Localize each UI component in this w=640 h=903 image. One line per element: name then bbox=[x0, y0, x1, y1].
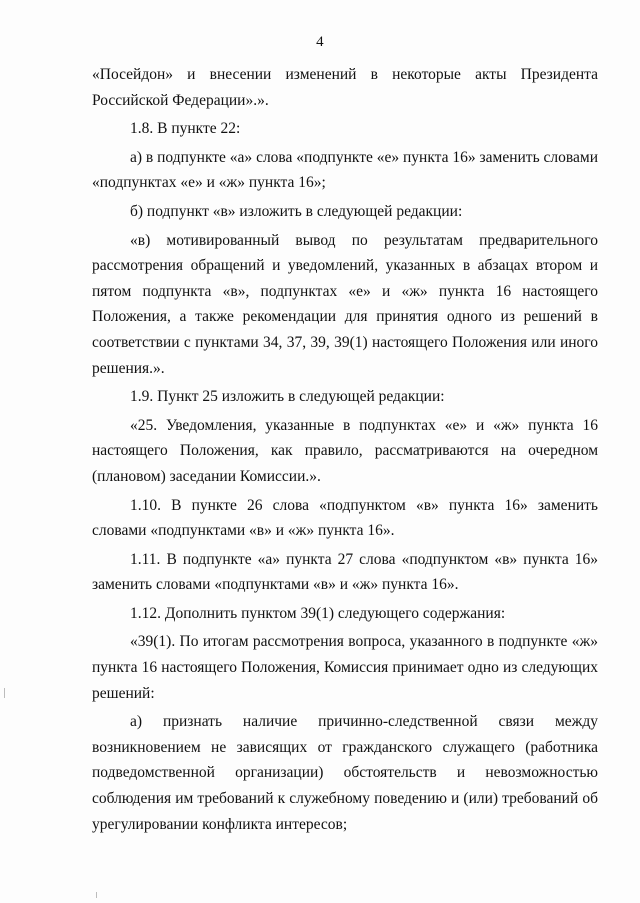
paragraph-1-8-a: а) в подпункте «а» слова «подпункте «е» пункта 16» заменить словами «подпунктах «е» и «ж» пункта 16»; bbox=[92, 148, 598, 192]
paragraph-new-item-25: «25. Уведомления, указанные в подпунктах «е» и «ж» пункта 16 настоящего Положения, как правило, рассматриваются на очередном (плановом) заседании Комиссии.». bbox=[92, 416, 598, 485]
paragraph-1-10: 1.10. В пункте 26 слова «подпунктом «в» пункта 16» заменить словами «подпунктами «в» и «ж» пункта 16». bbox=[92, 496, 598, 540]
paragraph-new-item-39-1: «39(1). По итогам рассмотрения вопроса, указанного в подпункте «ж» пункта 16 настоящего Положения, Комиссия принимает одно из следующих решений: bbox=[92, 633, 598, 702]
paragraph-1-12: 1.12. Дополнить пунктом 39(1) следующего содержания: bbox=[130, 604, 506, 622]
scan-edge-mark bbox=[4, 688, 5, 698]
paragraph-39-1-a: а) признать наличие причинно-следственной связи между возникновением не зависящих от гражданского служащего (работника подведомственной организации) обстоятельств и невозможностью соблюдения им требований к служебному поведению и (или) требований об урегулировании конфликта интересов; bbox=[92, 713, 598, 833]
scan-edge-mark bbox=[96, 892, 97, 898]
paragraph-continuation: «Посейдон» и внесении изменений в некоторые акты Президента Российской Федерации».». bbox=[92, 66, 598, 109]
document-body bbox=[92, 62, 598, 837]
paragraph-1-11: 1.11. В подпункте «а» пункта 27 слова «подпунктом «в» пункта 16» заменить словами «подпунктами «в» и «ж» пункта 16». bbox=[92, 550, 598, 594]
paragraph-new-subitem-v: «в) мотивированный вывод по результатам предварительного рассмотрения обращений и уведомлений, указанных в абзацах втором и пятом подпункта «в», подпунктах «е» и «ж» пункта 16 настоящего Положения, а также рекомендации для принятия одного из решений в соответствии с пунктами 34, 37, 39, 39(1) настоящего Положения или иного решения.». bbox=[92, 231, 598, 377]
paragraph-1-8: 1.8. В пункте 22: bbox=[130, 120, 241, 138]
paragraph-1-9: 1.9. Пункт 25 изложить в следующей редакции: bbox=[130, 388, 445, 406]
page-number: 4 bbox=[316, 34, 324, 50]
paragraph-1-8-b: б) подпункт «в» изложить в следующей редакции: bbox=[130, 202, 463, 220]
